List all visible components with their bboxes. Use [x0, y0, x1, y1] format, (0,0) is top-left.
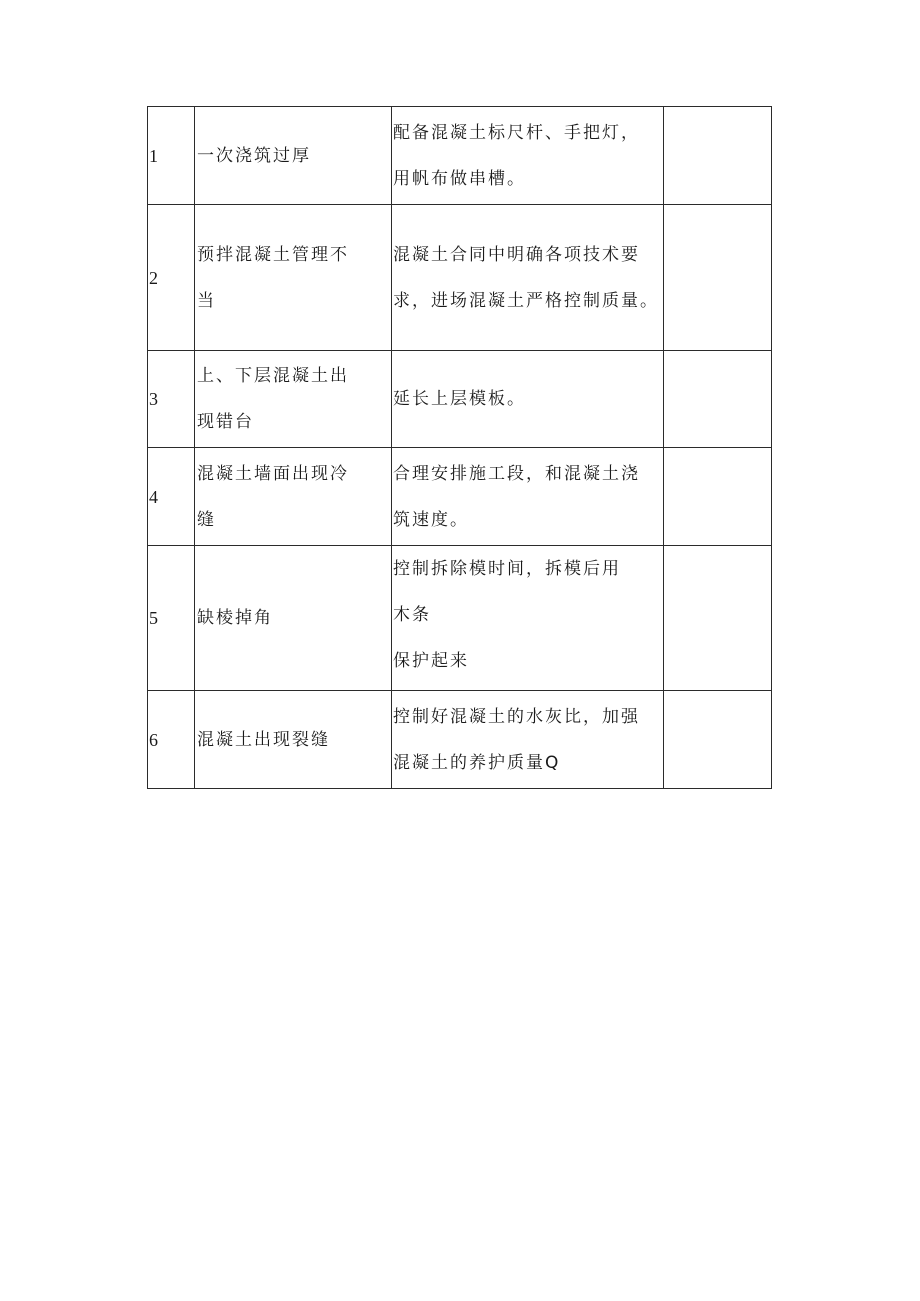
- problem-cell: [195, 546, 392, 691]
- problem-text: 缺棱掉角: [197, 608, 273, 628]
- measure-text: 木条: [393, 605, 431, 625]
- problem-cell: [195, 691, 392, 789]
- table-row: [148, 107, 772, 205]
- blank-cell: [664, 691, 772, 789]
- blank-cell: [664, 546, 772, 691]
- measure-text: 控制好混凝土的水灰比，加强: [393, 706, 640, 727]
- row-number: 1: [148, 107, 195, 205]
- problem-cell: [195, 448, 392, 546]
- blank-cell: [664, 205, 772, 351]
- problem-text: 缝: [197, 509, 216, 530]
- measure-text: 保护起来: [393, 651, 469, 671]
- problem-text: 上、下层混凝土出: [197, 366, 349, 386]
- measure-text: 混凝土合同中明确各项技术要: [393, 244, 640, 265]
- measure-cell: [392, 351, 664, 448]
- table-row: [148, 205, 772, 351]
- measure-cell: [392, 107, 664, 205]
- measure-text: 求，进场混凝土严格控制质量。: [393, 290, 659, 311]
- table-row: [148, 691, 772, 789]
- measure-text: 控制拆除模时间，拆模后用: [393, 559, 621, 579]
- measure-text: 筑速度。: [393, 509, 469, 530]
- measure-text: 延长上层模板。: [393, 389, 526, 409]
- measure-text: 用帆布做串槽。: [393, 168, 526, 189]
- measure-cell: [392, 691, 664, 789]
- quality-measures-table: [147, 106, 772, 789]
- measure-text: 混凝土的养护质量Q: [393, 752, 561, 773]
- problem-text: 一次浇筑过厚: [197, 145, 311, 166]
- row-number: 4: [148, 448, 195, 546]
- table-row: [148, 546, 772, 691]
- problem-cell: [195, 351, 392, 448]
- problem-cell: [195, 205, 392, 351]
- table-row: [148, 351, 772, 448]
- table-row: [148, 448, 772, 546]
- row-number: 3: [148, 351, 195, 448]
- row-number: 2: [148, 205, 195, 351]
- problem-text: 混凝土出现裂缝: [197, 729, 330, 750]
- blank-cell: [664, 351, 772, 448]
- problem-text: 当: [197, 290, 216, 311]
- measure-text: 合理安排施工段，和混凝土浇: [393, 463, 640, 484]
- problem-text: 预拌混凝土管理不: [197, 244, 349, 265]
- blank-cell: [664, 107, 772, 205]
- measure-text: 配备混凝土标尺杆、手把灯，: [393, 122, 640, 143]
- measure-cell: [392, 205, 664, 351]
- problem-text: 现错台: [197, 412, 254, 432]
- measure-cell: [392, 448, 664, 546]
- blank-cell: [664, 448, 772, 546]
- row-number: 5: [148, 546, 195, 691]
- row-number: 6: [148, 691, 195, 789]
- problem-text: 混凝土墙面出现冷: [197, 463, 349, 484]
- problem-cell: [195, 107, 392, 205]
- measure-cell: [392, 546, 664, 691]
